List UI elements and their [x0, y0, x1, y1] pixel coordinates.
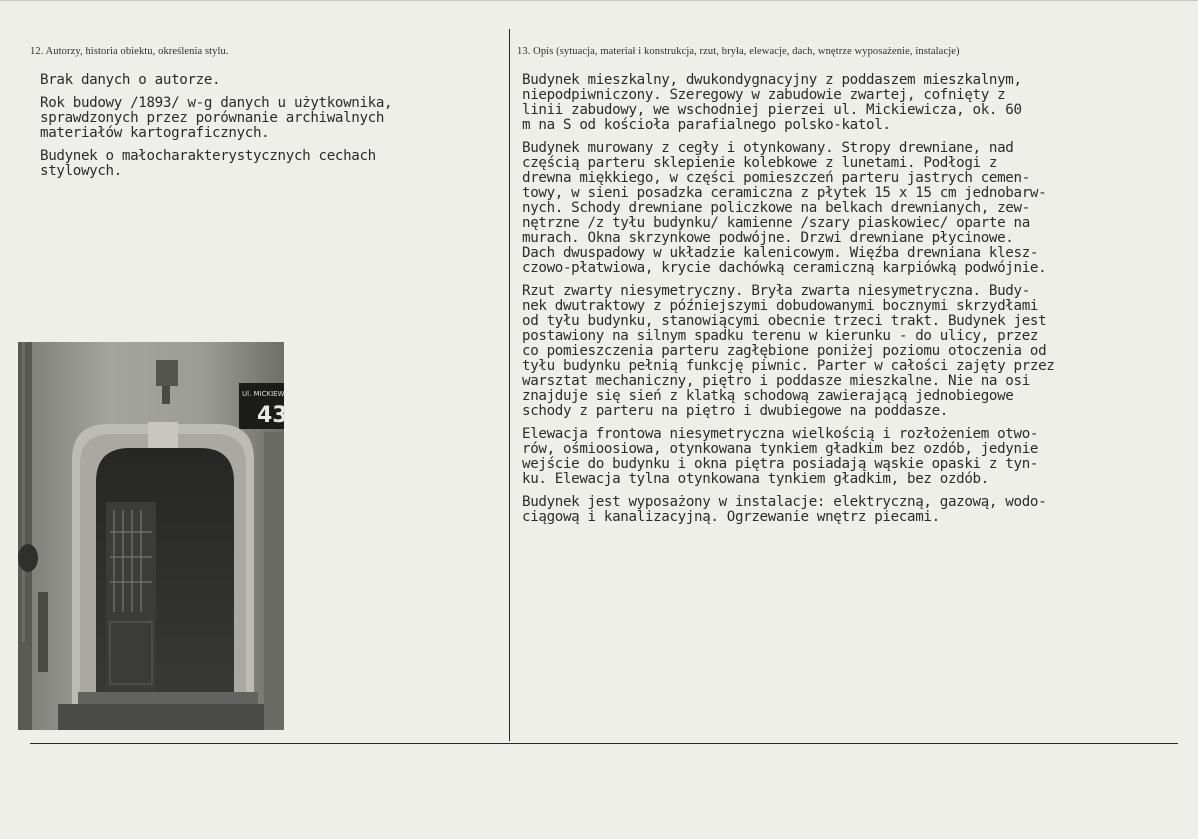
section-13-text [522, 73, 1054, 533]
installations-paragraph: Budynek jest wyposażony w instalacje: elektryczną, gazową, wodo- ciągową i kanalizacyjną. Ogrzewanie wnętrz piecami. [522, 494, 1047, 525]
construction-paragraph: Budynek murowany z cegły i otynkowany. Stropy drewniane, nad częścią parteru sklepienie kolebkowe z lunetami. Podłogi z drewna miękkiego, w części pomieszczeń parteru jastrych cemen- towy, w sieni posadzka ceramiczna z płytek 15 x 15 cm jednobarw- nych. Schody drewniane policzkowe na belkach drewnianych, zew- nętrzne /z tyłu budynku/ kamienne /szary piaskowiec/ oparte na murach. Okna skrzynkowe podwójne. Drzwi drewniane płycinowe. Dach dwuspadowy w układzie kalenicowym. Więźba drewniana klesz- czowo-płatwiowa, krycie dachówką ceramiczną karpiówką podwójnie. [522, 140, 1047, 276]
elevation-paragraph: Elewacja frontowa niesymetryczna wielkością i rozłożeniem otwo- rów, ośmioosiowa, otynkowana tynkiem gładkim bez ozdób, jedynie wejście do budynku i okna piętra posiadają wąskie opaski z tyn- ku. Elewacja tylna otynkowana tynkiem gładkim, bez ozdób. [522, 426, 1039, 487]
section-12-heading: 12. Autorzy, historia obiektu, określenia stylu. [30, 46, 229, 57]
column-divider [509, 29, 510, 741]
building-entrance-photo [18, 342, 288, 730]
build-year-paragraph: Rok budowy /1893/ w-g danych u użytkownika, sprawdzonych przez porównanie archiwalnych materiałów kartograficznych. [40, 95, 393, 141]
bottom-rule [30, 743, 1178, 744]
location-paragraph: Budynek mieszkalny, dwukondygnacyjny z poddaszem mieszkalnym, niepodpiwniczony. Szeregowy w zabudowie zwartej, cofnięty z linii zabudowy, we wschodniej pierzei ul. Mickiewicza, ok. 60 m na S od kościoła parafialnego polsko-katol. [522, 72, 1022, 133]
author-paragraph: Brak danych o autorze. [40, 72, 221, 88]
street-sign-text: Ul. MICKIEWI [242, 390, 287, 398]
house-number: 43 [257, 403, 288, 428]
style-paragraph: Budynek o małocharakterystycznych cechach stylowych. [40, 148, 376, 179]
plan-paragraph: Rzut zwarty niesymetryczny. Bryła zwarta niesymetryczna. Budy- nek dwutraktowy z późniejszymi dobudowanymi bocznymi skrzydłami od tyłu budynku, stanowiącymi obecnie trzeci trakt. Budynek jest postawiony na silnym spadku terenu w kierunku - do ulicy, przez co pomieszczenia parteru zagłębione poniżej poziomu otoczenia od tyłu budynku pełnią funkcję piwnic. Parter w całości zajęty przez warsztat mechaniczny, piętro i poddasze mieszkalne. Nie na osi znajduje się sień z klatką schodową zawierającą jednobiegowe schody z parteru na piętro i dwubiegowe na poddasze. [522, 283, 1055, 419]
section-13-heading: 13. Opis (sytuacja, materiał i konstrukcja, rzut, bryła, elewacje, dach, wnętrze wyposażenie, instalacje) [517, 46, 960, 57]
section-12-text [40, 73, 392, 187]
